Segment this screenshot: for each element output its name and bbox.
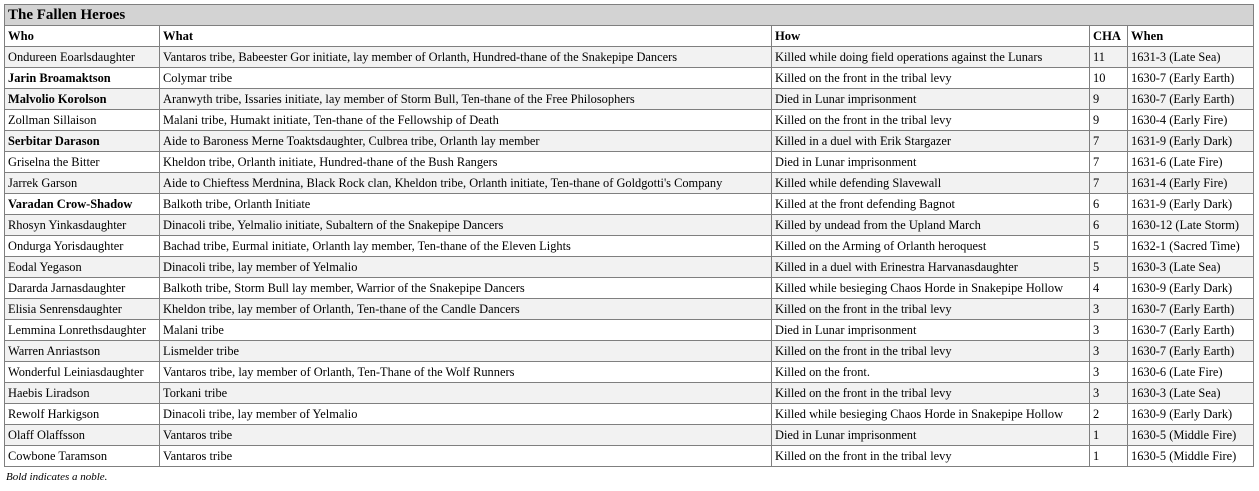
- cell-cha: 3: [1090, 362, 1128, 383]
- table-row: [5, 194, 1254, 215]
- cell-when: 1630-7 (Early Earth): [1128, 89, 1254, 110]
- cell-what: Kheldon tribe, Orlanth initiate, Hundred-thane of the Bush Rangers: [160, 152, 772, 173]
- footnote: Bold indicates a noble.: [6, 471, 108, 483]
- cell-what: Dinacoli tribe, lay member of Yelmalio: [160, 404, 772, 425]
- cell-how: Killed on the front in the tribal levy: [772, 446, 1090, 467]
- cell-who: Wonderful Leiniasdaughter: [5, 362, 160, 383]
- cell-how: Killed on the Arming of Orlanth heroquest: [772, 236, 1090, 257]
- table-row: [5, 47, 1254, 68]
- cell-how: Killed at the front defending Bagnot: [772, 194, 1090, 215]
- cell-what: Dinacoli tribe, lay member of Yelmalio: [160, 257, 772, 278]
- cell-who: Dararda Jarnasdaughter: [5, 278, 160, 299]
- table-row: [5, 320, 1254, 341]
- cell-cha: 1: [1090, 425, 1128, 446]
- fallen-heroes-table: [4, 4, 1254, 467]
- cell-who: Griselna the Bitter: [5, 152, 160, 173]
- column-header-what: What: [160, 26, 772, 47]
- cell-when: 1630-3 (Late Sea): [1128, 257, 1254, 278]
- cell-who: Lemmina Lonrethsdaughter: [5, 320, 160, 341]
- cell-cha: 3: [1090, 320, 1128, 341]
- table-row: [5, 110, 1254, 131]
- cell-what: Aranwyth tribe, Issaries initiate, lay member of Storm Bull, Ten-thane of the Free Philosophers: [160, 89, 772, 110]
- cell-cha: 3: [1090, 299, 1128, 320]
- table-row: [5, 131, 1254, 152]
- cell-when: 1630-6 (Late Fire): [1128, 362, 1254, 383]
- cell-how: Killed on the front in the tribal levy: [772, 68, 1090, 89]
- cell-when: 1631-9 (Early Dark): [1128, 194, 1254, 215]
- cell-what: Bachad tribe, Eurmal initiate, Orlanth lay member, Ten-thane of the Eleven Lights: [160, 236, 772, 257]
- cell-how: Killed in a duel with Erik Stargazer: [772, 131, 1090, 152]
- table-row: [5, 425, 1254, 446]
- cell-when: 1630-7 (Early Earth): [1128, 320, 1254, 341]
- cell-what: Lismelder tribe: [160, 341, 772, 362]
- cell-what: Dinacoli tribe, Yelmalio initiate, Subaltern of the Snakepipe Dancers: [160, 215, 772, 236]
- cell-how: Killed on the front in the tribal levy: [772, 383, 1090, 404]
- cell-cha: 6: [1090, 194, 1128, 215]
- table-row: [5, 215, 1254, 236]
- column-header-how: How: [772, 26, 1090, 47]
- table-header-row: [5, 26, 1254, 47]
- cell-what: Vantaros tribe, lay member of Orlanth, Ten-Thane of the Wolf Runners: [160, 362, 772, 383]
- cell-who: Serbitar Darason: [5, 131, 160, 152]
- cell-when: 1632-1 (Sacred Time): [1128, 236, 1254, 257]
- table-row: [5, 68, 1254, 89]
- cell-how: Killed in a duel with Erinestra Harvanasdaughter: [772, 257, 1090, 278]
- cell-how: Died in Lunar imprisonment: [772, 89, 1090, 110]
- cell-cha: 10: [1090, 68, 1128, 89]
- cell-what: Aide to Baroness Merne Toaktsdaughter, Culbrea tribe, Orlanth lay member: [160, 131, 772, 152]
- table-row: [5, 341, 1254, 362]
- cell-who: Olaff Olaffsson: [5, 425, 160, 446]
- cell-when: 1630-9 (Early Dark): [1128, 404, 1254, 425]
- cell-who: Malvolio Korolson: [5, 89, 160, 110]
- table-row: [5, 89, 1254, 110]
- cell-what: Balkoth tribe, Storm Bull lay member, Warrior of the Snakepipe Dancers: [160, 278, 772, 299]
- table-body: [5, 47, 1254, 467]
- cell-how: Killed on the front in the tribal levy: [772, 341, 1090, 362]
- table-row: [5, 236, 1254, 257]
- table-row: [5, 152, 1254, 173]
- cell-who: Rewolf Harkigson: [5, 404, 160, 425]
- cell-cha: 7: [1090, 131, 1128, 152]
- cell-who: Ondureen Eoarlsdaughter: [5, 47, 160, 68]
- cell-what: Vantaros tribe: [160, 446, 772, 467]
- cell-how: Died in Lunar imprisonment: [772, 152, 1090, 173]
- cell-when: 1630-5 (Middle Fire): [1128, 425, 1254, 446]
- cell-what: Kheldon tribe, lay member of Orlanth, Ten-thane of the Candle Dancers: [160, 299, 772, 320]
- cell-how: Killed on the front in the tribal levy: [772, 299, 1090, 320]
- cell-who: Zollman Sillaison: [5, 110, 160, 131]
- table-title: The Fallen Heroes: [5, 5, 1254, 26]
- table-row: [5, 257, 1254, 278]
- column-header-who: Who: [5, 26, 160, 47]
- cell-who: Varadan Crow-Shadow: [5, 194, 160, 215]
- cell-how: Died in Lunar imprisonment: [772, 320, 1090, 341]
- cell-who: Rhosyn Yinkasdaughter: [5, 215, 160, 236]
- cell-cha: 3: [1090, 341, 1128, 362]
- cell-who: Haebis Liradson: [5, 383, 160, 404]
- fallen-heroes-section: [4, 4, 1253, 483]
- column-header-cha: CHA: [1090, 26, 1128, 47]
- cell-how: Killed while doing field operations against the Lunars: [772, 47, 1090, 68]
- cell-when: 1630-7 (Early Earth): [1128, 341, 1254, 362]
- cell-who: Warren Anriastson: [5, 341, 160, 362]
- cell-cha: 2: [1090, 404, 1128, 425]
- cell-who: Elisia Senrensdaughter: [5, 299, 160, 320]
- cell-cha: 3: [1090, 383, 1128, 404]
- cell-who: Eodal Yegason: [5, 257, 160, 278]
- cell-cha: 6: [1090, 215, 1128, 236]
- cell-what: Malani tribe, Humakt initiate, Ten-thane of the Fellowship of Death: [160, 110, 772, 131]
- column-header-when: When: [1128, 26, 1254, 47]
- cell-cha: 5: [1090, 236, 1128, 257]
- cell-what: Balkoth tribe, Orlanth Initiate: [160, 194, 772, 215]
- cell-when: 1630-4 (Early Fire): [1128, 110, 1254, 131]
- cell-what: Vantaros tribe, Babeester Gor initiate, lay member of Orlanth, Hundred-thane of the Snakepipe Dancers: [160, 47, 772, 68]
- table-row: [5, 362, 1254, 383]
- table-row: [5, 383, 1254, 404]
- cell-when: 1630-3 (Late Sea): [1128, 383, 1254, 404]
- cell-when: 1630-7 (Early Earth): [1128, 68, 1254, 89]
- cell-how: Killed while besieging Chaos Horde in Snakepipe Hollow: [772, 404, 1090, 425]
- table-row: [5, 173, 1254, 194]
- cell-what: Malani tribe: [160, 320, 772, 341]
- cell-when: 1630-5 (Middle Fire): [1128, 446, 1254, 467]
- cell-who: Ondurga Yorisdaughter: [5, 236, 160, 257]
- cell-cha: 7: [1090, 152, 1128, 173]
- cell-cha: 11: [1090, 47, 1128, 68]
- cell-when: 1631-4 (Early Fire): [1128, 173, 1254, 194]
- cell-how: Killed on the front.: [772, 362, 1090, 383]
- table-row: [5, 299, 1254, 320]
- cell-cha: 1: [1090, 446, 1128, 467]
- cell-who: Cowbone Taramson: [5, 446, 160, 467]
- cell-how: Killed on the front in the tribal levy: [772, 110, 1090, 131]
- cell-when: 1631-9 (Early Dark): [1128, 131, 1254, 152]
- cell-when: 1631-6 (Late Fire): [1128, 152, 1254, 173]
- cell-when: 1630-7 (Early Earth): [1128, 299, 1254, 320]
- cell-what: Aide to Chieftess Merdnina, Black Rock clan, Kheldon tribe, Orlanth initiate, Ten-thane of Goldgotti's Company: [160, 173, 772, 194]
- cell-how: Died in Lunar imprisonment: [772, 425, 1090, 446]
- cell-how: Killed while defending Slavewall: [772, 173, 1090, 194]
- cell-what: Torkani tribe: [160, 383, 772, 404]
- cell-cha: 9: [1090, 89, 1128, 110]
- table-row: [5, 404, 1254, 425]
- table-title-row: [5, 5, 1254, 26]
- cell-how: Killed while besieging Chaos Horde in Snakepipe Hollow: [772, 278, 1090, 299]
- cell-cha: 5: [1090, 257, 1128, 278]
- cell-when: 1630-12 (Late Storm): [1128, 215, 1254, 236]
- cell-who: Jarin Broamaktson: [5, 68, 160, 89]
- table-row: [5, 278, 1254, 299]
- cell-cha: 4: [1090, 278, 1128, 299]
- cell-what: Vantaros tribe: [160, 425, 772, 446]
- cell-when: 1630-9 (Early Dark): [1128, 278, 1254, 299]
- cell-how: Killed by undead from the Upland March: [772, 215, 1090, 236]
- table-row: [5, 446, 1254, 467]
- cell-what: Colymar tribe: [160, 68, 772, 89]
- cell-cha: 9: [1090, 110, 1128, 131]
- cell-who: Jarrek Garson: [5, 173, 160, 194]
- cell-cha: 7: [1090, 173, 1128, 194]
- cell-when: 1631-3 (Late Sea): [1128, 47, 1254, 68]
